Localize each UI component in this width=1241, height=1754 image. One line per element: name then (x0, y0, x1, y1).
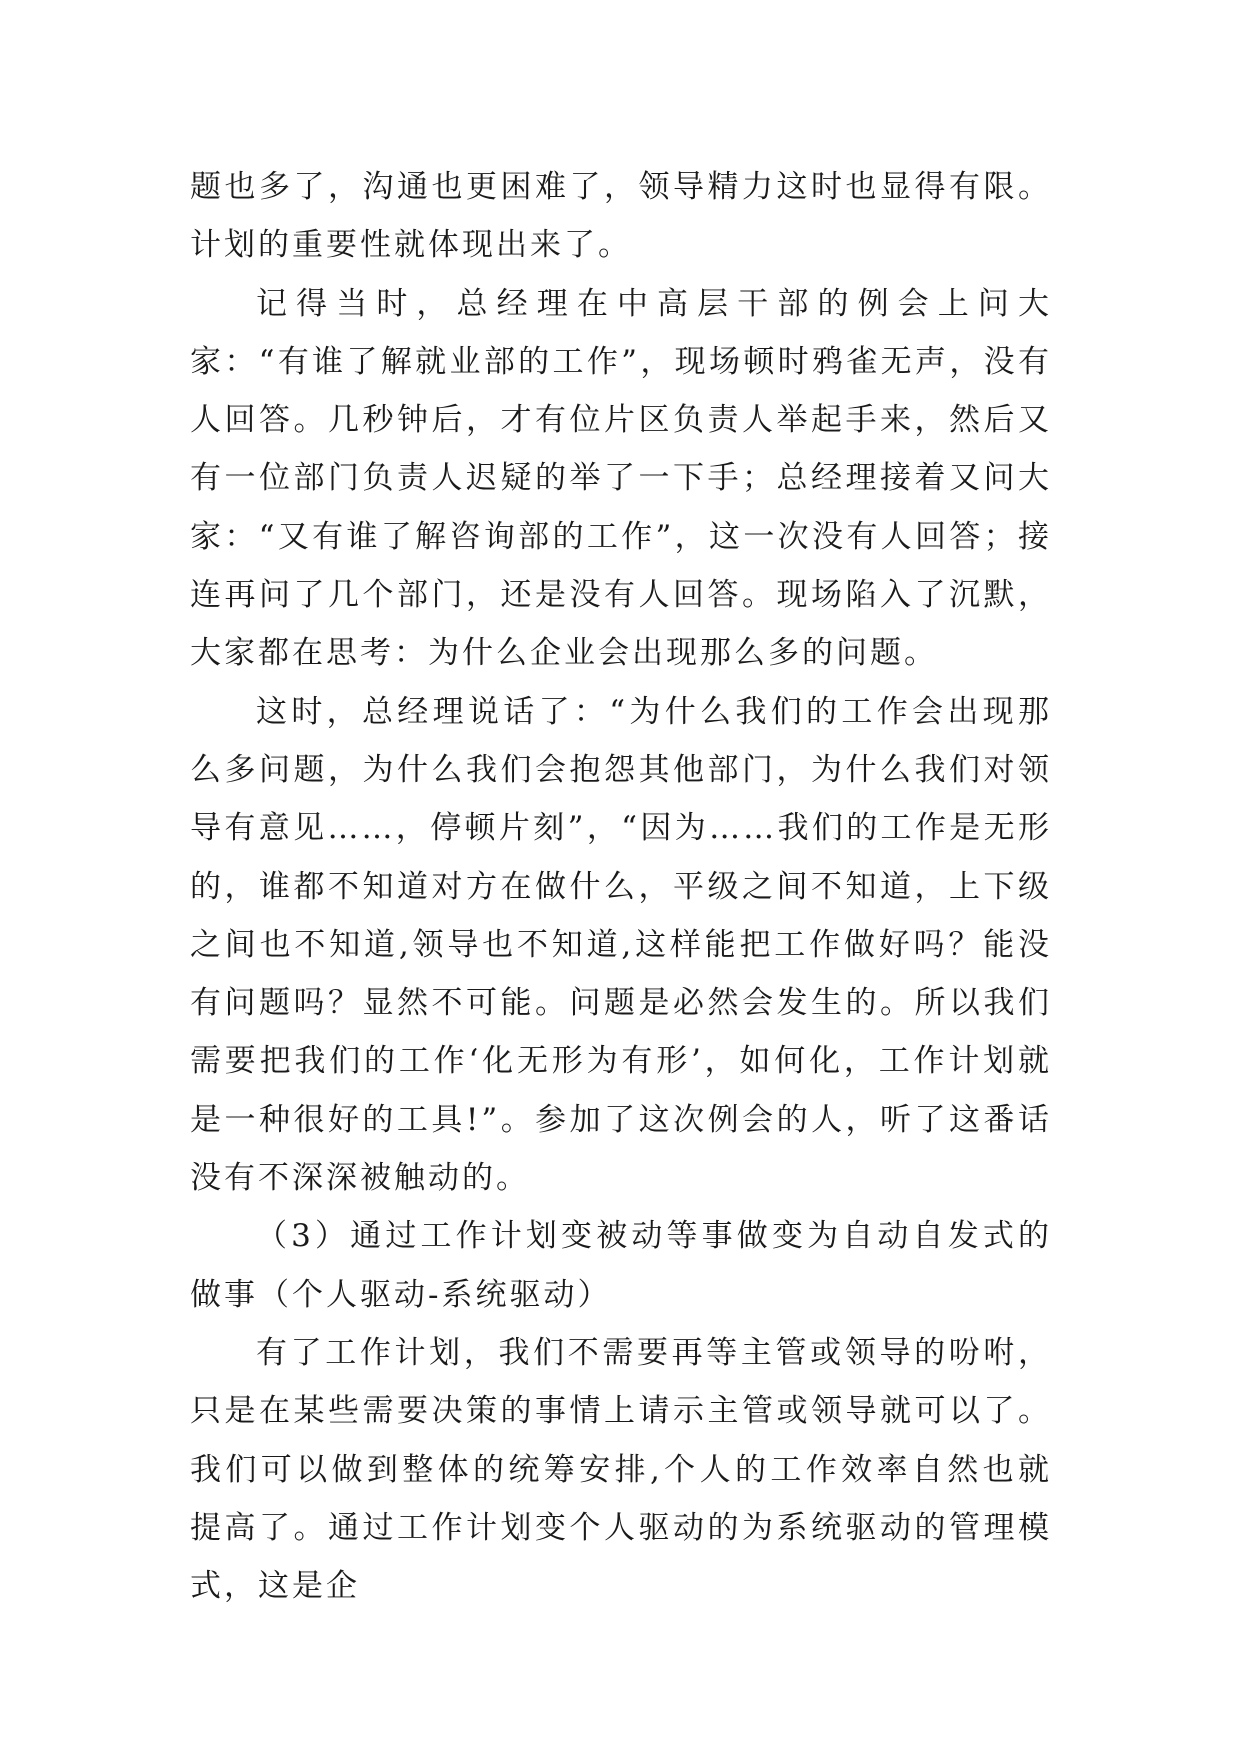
paragraph-continuation: 题也多了，沟通也更困难了，领导精力这时也显得有限。计划的重要性就体现出来了。 (190, 169, 1052, 264)
paragraph-meeting-story: 记得当时，总经理在中高层干部的例会上问大家：“有谁了解就业部的工作”，现场顿时鸦雀无声，没有人回答。几秒钟后，才有位片区负责人举起手来，然后又有一位部门负责人迟疑的举了一下手；总经理接着又问大家：“又有谁了解咨询部的工作”，这一次没有人回答；接连再问了几个部门，还是没有人回答。现场陷入了沉默，大家都在思考：为什么企业会出现那么多的问题。 (190, 285, 1052, 672)
paragraph-manager-speech: 这时，总经理说话了：“为什么我们的工作会出现那么多问题，为什么我们会抱怨其他部门，为什么我们对领导有意见……，停顿片刻”，“因为……我们的工作是无形的，谁都不知道对方在做什么，平级之间不知道，上下级之间也不知道,领导也不知道,这样能把工作做好吗？能没有问题吗？显然不可能。问题是必然会发生的。所以我们需要把我们的工作‘化无形为有形’，如何化，工作计划就是一种很好的工具!”。参加了这次例会的人，听了这番话没有不深深被触动的。 (190, 693, 1052, 1197)
paragraph-work-plan: 有了工作计划，我们不需要再等主管或领导的吩咐，只是在某些需要决策的事情上请示主管或领导就可以了。我们可以做到整体的统筹安排,个人的工作效率自然也就提高了。通过工作计划变个人驱动的为系统驱动的管理模式，这是企 (190, 1334, 1052, 1605)
document-body (190, 158, 1052, 1615)
section-heading: （3）通过工作计划变被动等事做变为自动自发式的做事（个人驱动-系统驱动） (190, 1218, 1052, 1313)
